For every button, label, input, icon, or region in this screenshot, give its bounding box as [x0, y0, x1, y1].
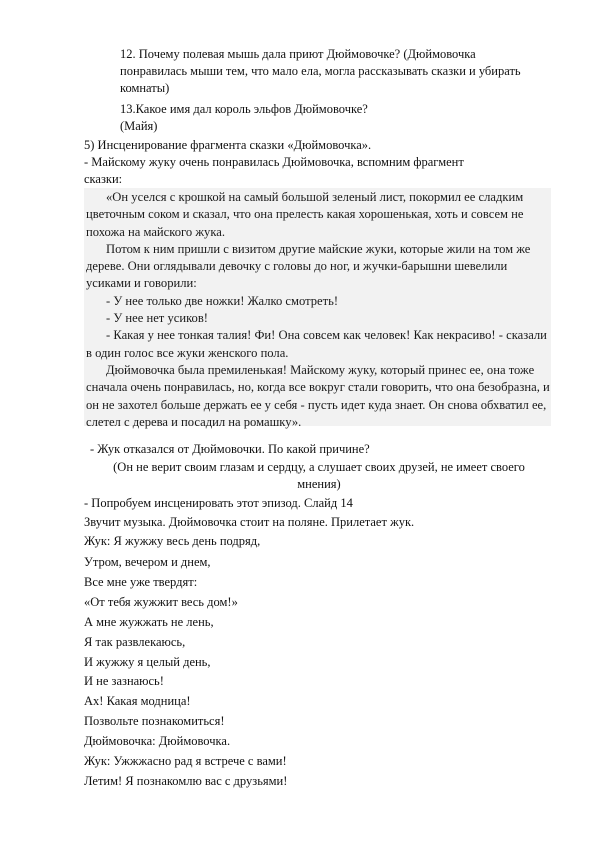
scene-line: Дюймовочка: Дюймовочка.: [84, 734, 231, 748]
scene-line: И жужжу я целый день,: [84, 655, 211, 669]
scene-line: Звучит музыка. Дюймовочка стоит на поляне. Прилетает жук.: [84, 515, 415, 529]
question-13: 13.Какое имя дал король эльфов Дюймовочке?: [120, 102, 368, 116]
answer-13: (Майя): [120, 119, 158, 133]
scene-line: Позвольте познакомиться!: [84, 714, 225, 728]
quote-paragraph-3: Дюймовочка была премиленькая! Майскому жуку, который принес ее, она тоже сначала очень понравилась, но, когда все вокруг стали говорить, что она безобразна, и он не захотел больше держать ее у себя - пусть идет куда знает. Он снова обхватил ее, слетел с дерева и посадил на ромашку».: [86, 362, 550, 429]
scene-line: А мне жужжать не лень,: [84, 615, 214, 629]
discussion-answer-line-1: (Он не верит своим глазам и сердцу, а слушает своих друзей, не имеет своего: [113, 460, 525, 474]
scene-task: - Попробуем инсценировать этот эпизод. Слайд 14: [84, 496, 353, 510]
quote-dialogue-3: - Какая у нее тонкая талия! Фи! Она совсем как человек! Как некрасиво! - сказали в один голос все жуки женского пола.: [86, 328, 547, 360]
section-intro-line-1: - Майскому жуку очень понравилась Дюймовочка, вспомним фрагмент: [84, 155, 464, 169]
section-intro-line-2: сказки:: [84, 172, 123, 186]
discussion-question: - Жук отказался от Дюймовочки. По какой причине?: [90, 442, 370, 456]
scene-line: Жук: Ужжжасно рад я встрече с вами!: [84, 754, 287, 768]
question-12: 12. Почему полевая мышь дала приют Дюймовочке? (Дюймовочка понравилась мыши тем, что мало ела, могла рассказывать сказки и убирать комнаты): [120, 47, 521, 95]
scene-line: Все мне уже твердят:: [84, 575, 198, 589]
section-heading: 5) Инсценирование фрагмента сказки «Дюймовочка».: [84, 138, 372, 152]
scene-line: И не зазнаюсь!: [84, 674, 164, 688]
quote-paragraph-1: «Он уселся с крошкой на самый большой зеленый лист, покормил ее сладким цветочным соком и сказал, что она прелесть какая хорошенькая, хоть и совсем не похожа на майского жука.: [86, 190, 524, 239]
quote-dialogue-2: - У нее нет усиков!: [106, 311, 208, 326]
discussion-answer-line-2: мнения): [297, 477, 341, 491]
scene-line: Летим! Я познакомлю вас с друзьями!: [84, 774, 288, 788]
quote-paragraph-2: Потом к ним пришли с визитом другие майские жуки, которые жили на том же дереве. Они оглядывали девочку с головы до ног, и жучки-барышни шевелили усиками и говорили:: [86, 241, 531, 291]
fairy-tale-quote: [86, 189, 550, 431]
scene-line: Жук: Я жужжу весь день подряд,: [84, 534, 261, 548]
quote-dialogue-1: - У нее только две ножки! Жалко смотреть!: [106, 293, 339, 308]
scene-line: Утром, вечером и днем,: [84, 555, 211, 569]
scene-line: Ах! Какая модница!: [84, 694, 191, 708]
scene-line: Я так развлекаюсь,: [84, 635, 186, 649]
scene-line: «От тебя жужжит весь дом!»: [84, 595, 238, 609]
